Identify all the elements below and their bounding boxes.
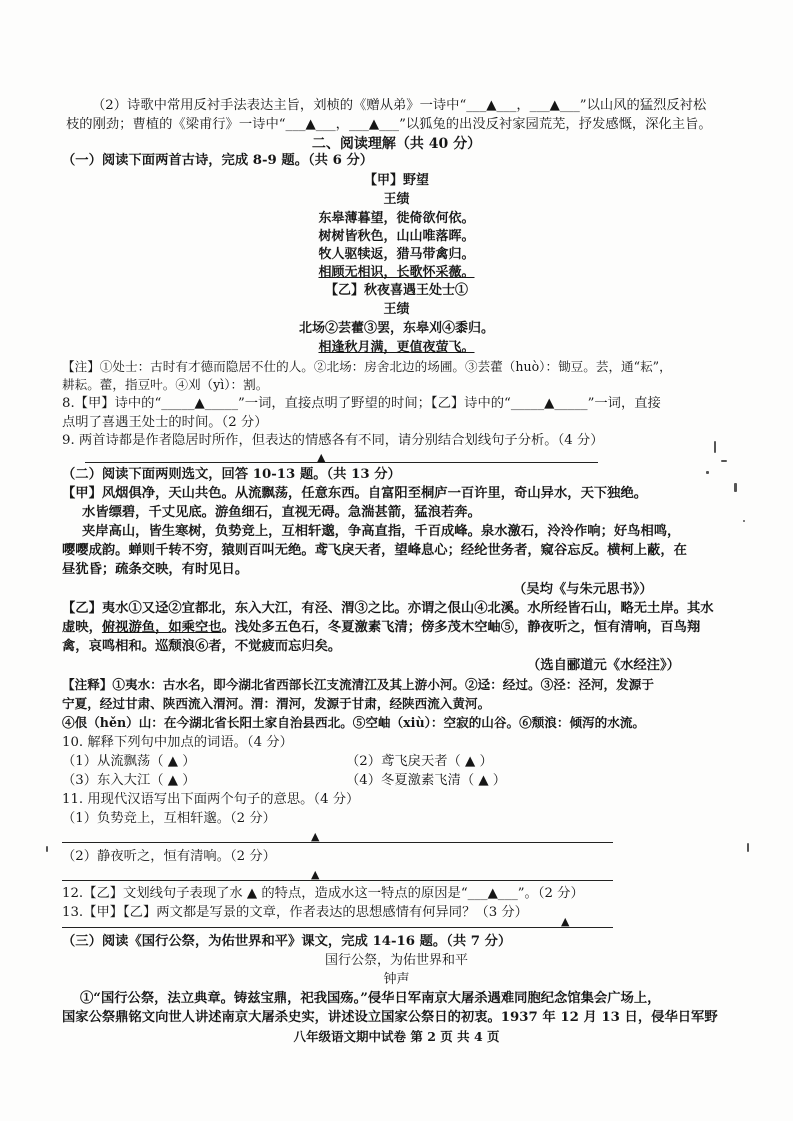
underlined-sentence: 俯视游鱼，如乘空也 bbox=[101, 620, 222, 635]
q10-item: （2）鸢飞戾天者（ ▲ ） bbox=[346, 754, 493, 769]
passage-jia-line: 水皆缥碧，千丈见底。游鱼细石，直视无碍。急湍甚箭，猛浪若奔。 bbox=[82, 505, 481, 520]
q2-line2: 枝的刚劲；曹植的《梁甫行》一诗中“___▲___，___▲___”以狐兔的出没反衬家园荒芜，抒发感慨，深化主旨。 bbox=[66, 117, 712, 132]
passage-jia-line: 【甲】风烟俱净，天山共色。从流飘荡，任意东西。自富阳至桐庐一百许里，奇山异水，天下独绝。 bbox=[62, 486, 648, 501]
part2-instruction: （二）阅读下面两则选文，回答 10-13 题。（共 13 分） bbox=[62, 467, 401, 482]
yi-source: （选自郦道元《水经注》） bbox=[527, 658, 680, 673]
yi-text: 虚映， bbox=[62, 620, 102, 635]
section2-title: 二、阅读理解（共 40 分） bbox=[311, 136, 482, 152]
underlined-sentence: 相顾无相识，长歌怀采薇。 bbox=[318, 265, 475, 280]
passage-yi-line bbox=[62, 619, 700, 637]
scan-speck bbox=[743, 520, 745, 522]
note-line2: 耕耘。藿，指豆叶。④刈（yì）：割。 bbox=[62, 377, 269, 392]
poem-a-line: 树树皆秋色，山山唯落晖。 bbox=[318, 229, 475, 244]
q10: 10. 解释下列句中加点的词语。（4 分） bbox=[62, 735, 293, 750]
article-title: 国行公祭，为佑世界和平 bbox=[324, 953, 468, 968]
answer-mark: ▲ bbox=[311, 868, 320, 881]
poem-a-line: 东皋薄暮望，徙倚欲何依。 bbox=[318, 211, 475, 226]
answer-line bbox=[62, 880, 613, 881]
scan-speck bbox=[734, 483, 737, 492]
underlined-sentence: 相逢秋月满，更值夜萤飞。 bbox=[318, 340, 475, 355]
q10-item: （1）从流飘荡（ ▲ ） bbox=[62, 754, 196, 769]
yi-text: 。浅处多五色石，冬夏激素飞清；傍多茂木空岫⑤，静夜听之，恒有清响，百鸟翔 bbox=[221, 620, 701, 635]
answer-line bbox=[85, 462, 598, 463]
poem-a-line: 牧人驱犊返，猎马带禽归。 bbox=[318, 247, 475, 262]
passage-yi-line: 禽，哀鸣相和。巡颓浪⑥者，不觉疲而忘归矣。 bbox=[62, 639, 342, 654]
annotation-line: ④佷（hěn）山：在今湖北省长阳土家自治县西北。⑤空岫（xiù）：空寂的山谷。⑥颓浪：倾泻的水流。 bbox=[62, 715, 646, 730]
article-author: 钟声 bbox=[383, 972, 410, 987]
passage-jia-line: 昼犹昏；疏条交映，有时见日。 bbox=[62, 562, 249, 577]
q11: 11. 用现代汉语写出下面两个句子的意思。（4 分） bbox=[62, 792, 360, 807]
note-line1: 【注】①处士：古时有才德而隐居不仕的人。②北场：房舍北边的场圃。③芸藿（huò）：锄豆。芸，通“耘”， bbox=[62, 359, 672, 374]
q2-line1: （2）诗歌中常用反衬手法表达主旨，刘桢的《赠从弟》一诗中“___▲___，___▲___”以山风的猛烈反衬松 bbox=[92, 98, 707, 113]
q10-item: （4）冬夏激素飞清（ ▲ ） bbox=[346, 773, 507, 788]
q8-line2: 点明了喜遇王处士的时间。（2 分） bbox=[62, 415, 268, 430]
passage-jia-line: 夹岸高山，皆生寒树，负势竞上，互相轩邈，争高直指，千百成峰。泉水激石，泠泠作响；好鸟相鸣， bbox=[82, 524, 681, 539]
passage-yi-line: 【乙】夷水①又迳②宜都北，东入大江，有泾、渭③之比。亦谓之佷山④北溪。水所经皆石山，略无土岸。其水 bbox=[62, 601, 714, 616]
q11-sub: （2）静夜听之，恒有清响。（2 分） bbox=[62, 849, 276, 864]
q9: 9. 两首诗都是作者隐居时所作，但表达的情感各有不同，请分别结合划线句子分析。（4 分） bbox=[62, 433, 604, 448]
q10-item: （3）东入大江（ ▲ ） bbox=[62, 773, 196, 788]
poem-a-author: 王绩 bbox=[383, 192, 410, 207]
answer-mark: ▲ bbox=[561, 915, 570, 928]
annotation-line: 【注释】①夷水：古水名，即今湖北省西部长江支流清江及其上游小河。②迳：经过。③泾：泾河，发源于 bbox=[62, 677, 654, 692]
scan-speck bbox=[714, 441, 716, 453]
part1-instruction: （一）阅读下面两首古诗，完成 8-9 题。（共 6 分） bbox=[62, 153, 374, 168]
answer-line bbox=[62, 842, 613, 843]
part3-instruction: （三）阅读《国行公祭，为佑世界和平》课文，完成 14-16 题。（共 7 分） bbox=[62, 934, 512, 949]
scan-speck bbox=[721, 460, 727, 462]
answer-mark: ▲ bbox=[311, 830, 320, 843]
answer-mark: ▲ bbox=[317, 451, 326, 464]
poem-b-title: 【乙】秋夜喜遇王处士① bbox=[324, 283, 468, 298]
annotation-line: 宁夏，经过甘肃、陕西流入渭河。渭：渭河，发源于甘肃，经陕西流入黄河。 bbox=[62, 696, 491, 711]
article-paragraph-line: 国家公祭鼎铭文向世人讲述南京大屠杀史实，讲述设立国家公祭日的初衷。1937 年 12 月 13 日，侵华日军野 bbox=[62, 1010, 718, 1025]
poem-a-underlined-line bbox=[0, 264, 793, 282]
passage-jia-line: 嘤嘤成韵。蝉则千转不穷，猿则百叫无绝。鸢飞戾天者，望峰息心；经纶世务者，窥谷忘反。横柯上蔽，在 bbox=[62, 543, 687, 558]
scan-speck bbox=[747, 843, 749, 852]
page-footer: 八年级语文期中试卷 第 2 页 共 4 页 bbox=[293, 1029, 500, 1044]
article-paragraph-line: ①“国行公祭，法立典章。铸兹宝鼎，祀我国殇。”侵华日军南京大屠杀遇难同胞纪念馆集会广场上， bbox=[80, 991, 661, 1006]
scan-speck bbox=[46, 846, 48, 852]
q11-sub: （1）负势竞上，互相轩邈。（2 分） bbox=[62, 811, 276, 826]
q12: 12.【乙】文划线句子表现了水 ▲ 的特点，造成水这一特点的原因是“___▲___”。（2 分） bbox=[62, 886, 584, 901]
poem-b-author: 王绩 bbox=[383, 302, 410, 317]
jia-source: （吴均《与朱元思书》） bbox=[513, 582, 653, 597]
poem-a-title: 【甲】野望 bbox=[363, 173, 429, 188]
q13: 13.【甲】【乙】两文都是写景的文章，作者表达的思想感情有何异同？（3 分） bbox=[62, 905, 528, 920]
scan-speck bbox=[706, 471, 709, 474]
poem-b-line: 北场②芸藿③罢，东皋刈④黍归。 bbox=[298, 321, 494, 336]
answer-line bbox=[62, 927, 613, 928]
poem-b-underlined-line bbox=[0, 339, 793, 357]
q8-line1: 8.【甲】诗中的“_____▲_____”一词，直接点明了野望的时间；【乙】诗中的“_____▲_____”一词，直接 bbox=[62, 396, 661, 411]
